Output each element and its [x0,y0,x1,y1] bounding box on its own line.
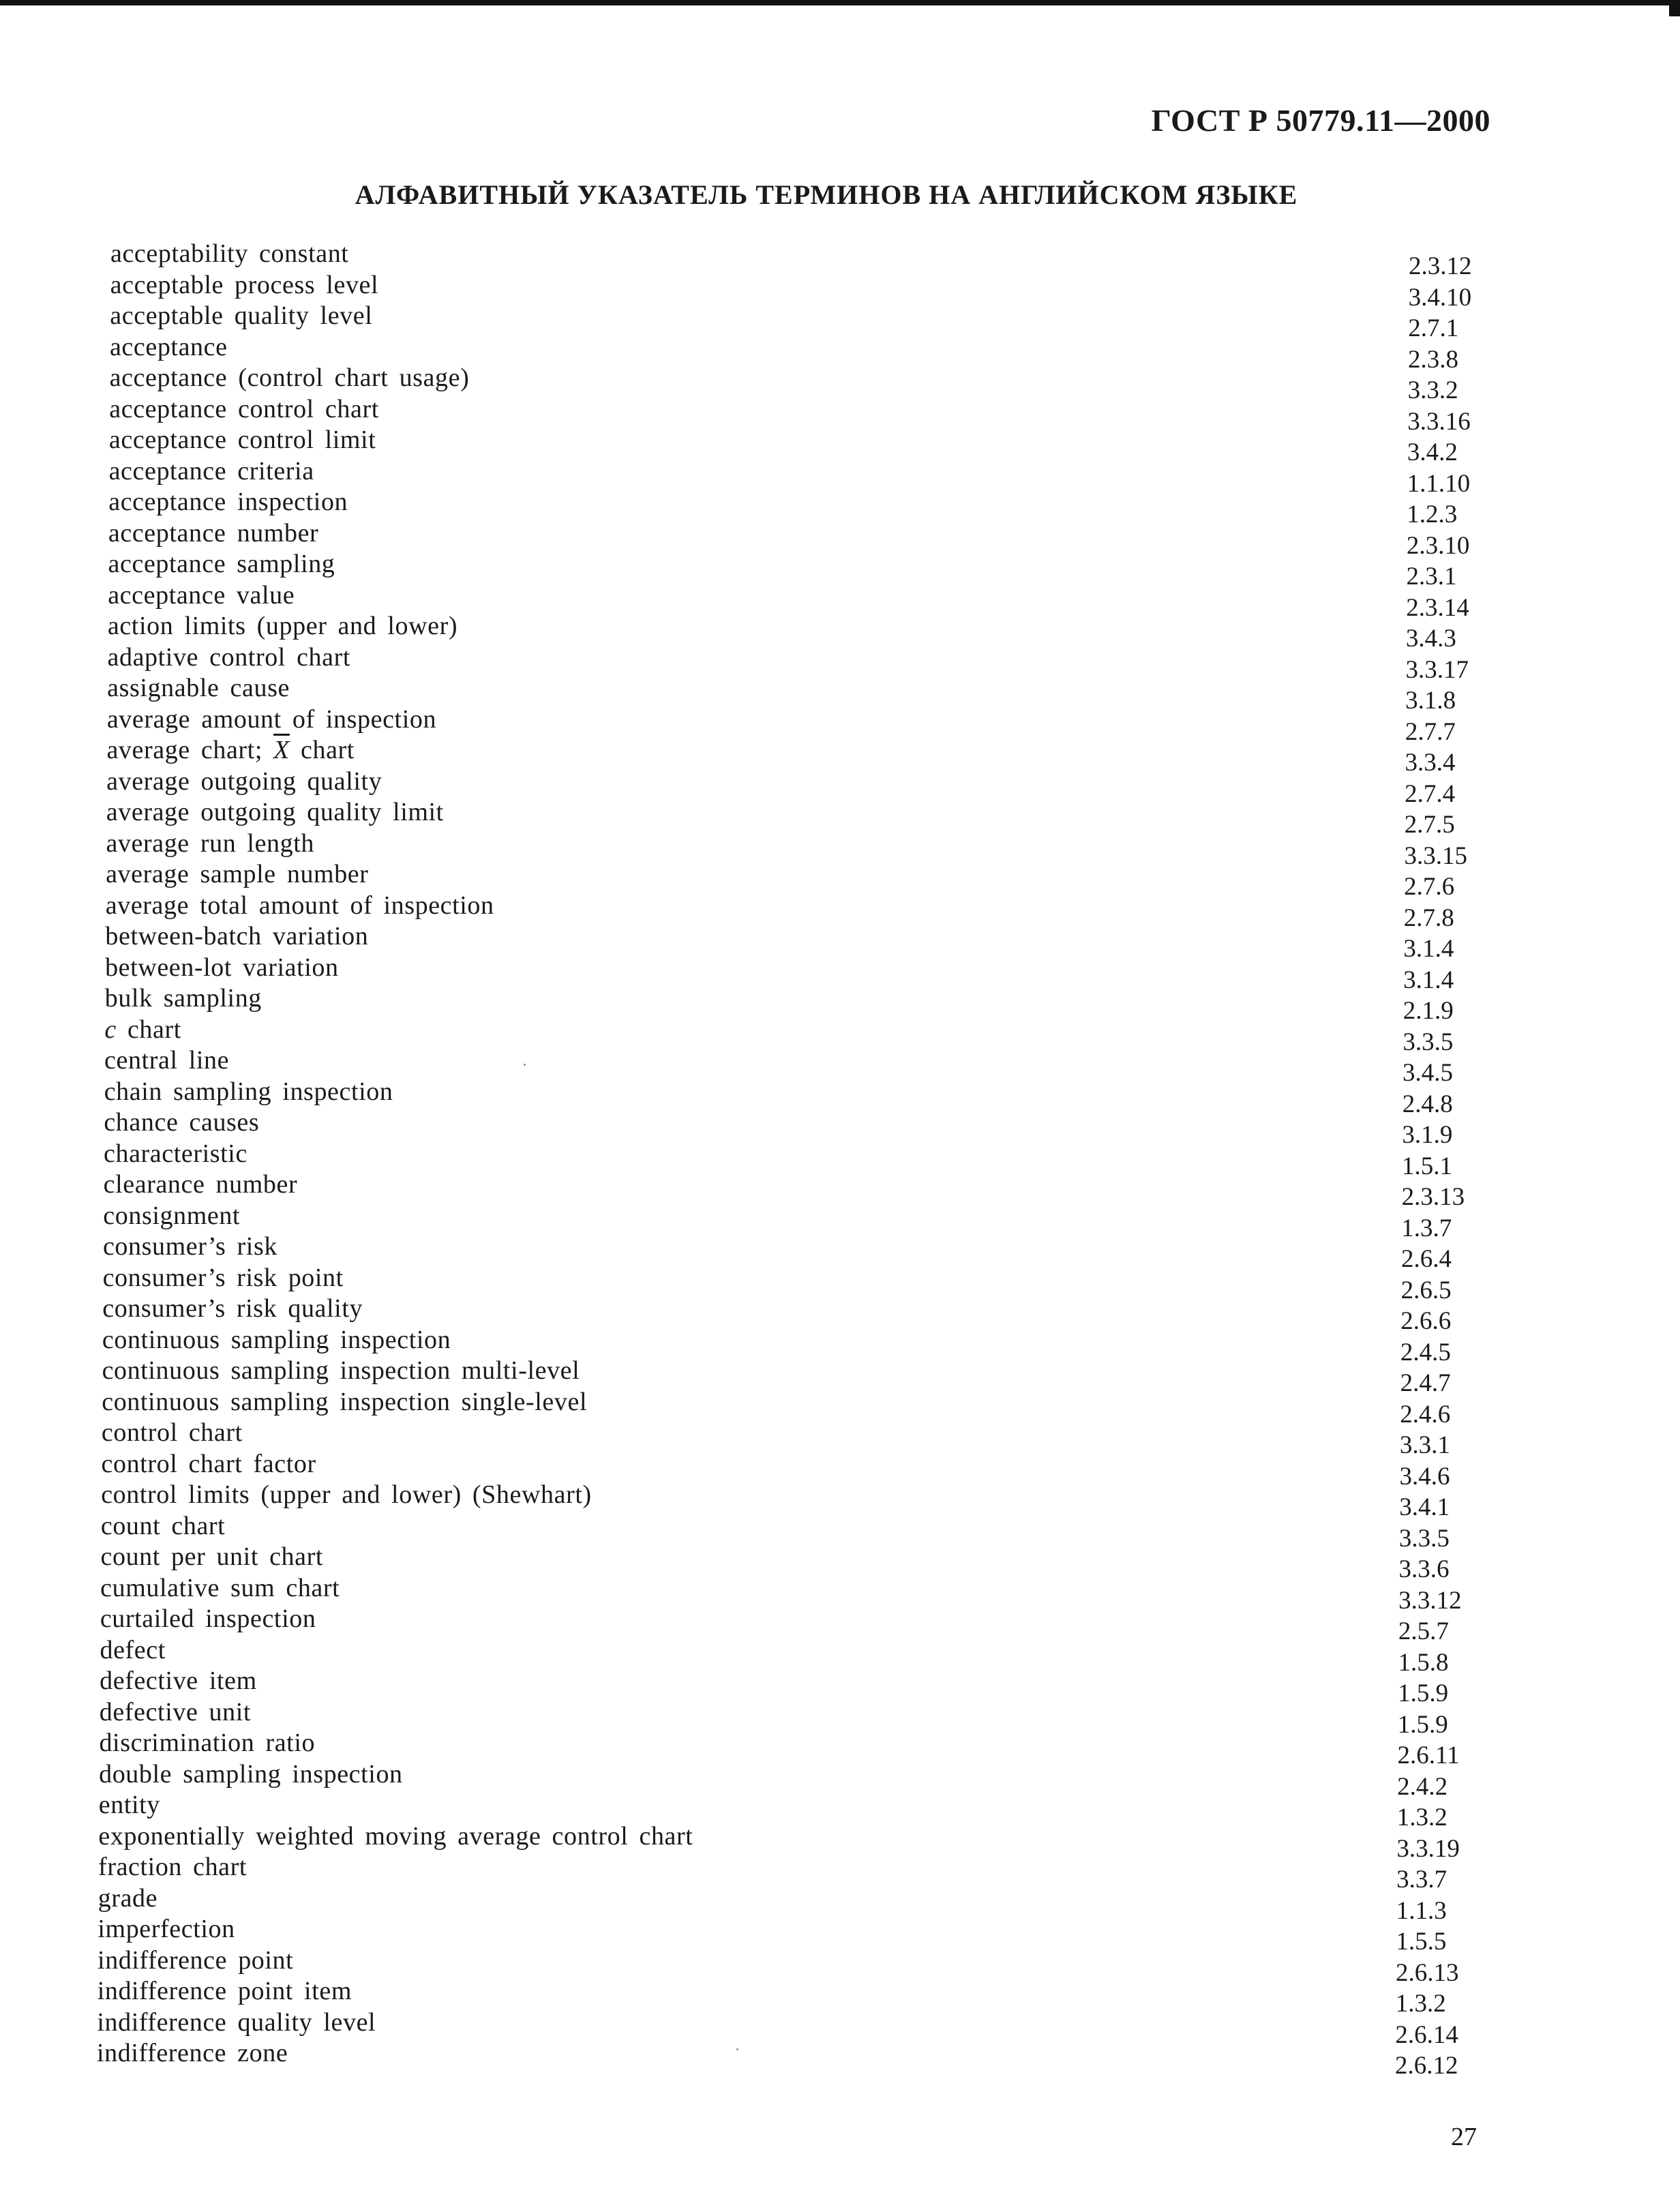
index-reference: 3.4.5 [1402,1059,1454,1087]
index-entry [0,1201,1680,1242]
index-entry [0,1604,1680,1645]
index-entry [0,766,1680,808]
index-reference: 2.6.13 [1396,1958,1459,1987]
index-reference: 2.7.1 [1408,314,1459,342]
index-entry [0,1169,1680,1211]
index-term: average chart; $\overline{X}$ chart [106,736,355,764]
index-term: indifference zone [97,2039,288,2067]
index-term: bulk sampling [104,984,262,1013]
index-reference: 2.3.12 [1409,252,1472,280]
index-term: average outgoing quality [106,766,382,796]
index-reference: 3.3.1 [1399,1431,1450,1459]
index-reference: 1.1.3 [1396,1896,1447,1925]
index-term: defect [100,1635,166,1664]
index-term: adaptive control chart [107,642,351,672]
index-term: acceptance (control chart usage) [109,363,470,392]
index-reference: 2.4.6 [1400,1400,1451,1428]
index-term: acceptance number [108,518,319,548]
index-term: c chart [104,1015,181,1044]
index-entry [0,1790,1680,1831]
index-term: count per unit chart [100,1542,324,1571]
index-reference: 3.1.9 [1402,1121,1453,1149]
index-reference: 2.3.10 [1406,531,1470,560]
index-term: chain sampling inspection [104,1077,393,1106]
index-entry [0,797,1680,839]
index-entry [0,2007,1680,2049]
index-entry [0,518,1680,560]
index-reference: 1.5.8 [1398,1648,1449,1677]
index-reference: 2.7.4 [1405,779,1456,808]
index-reference: 3.4.10 [1408,283,1472,312]
index-entry [0,1107,1680,1149]
index-entry [0,859,1680,901]
index-term: average sample number [106,860,369,888]
index-entry [0,1945,1680,1987]
index-entry [0,953,1680,994]
index-term: cumulative sum chart [100,1573,340,1602]
index-entry [0,642,1680,684]
index-reference: 3.3.6 [1398,1555,1450,1583]
index-term: entity [98,1791,160,1819]
index-reference: 3.3.16 [1407,407,1471,436]
index-entry [0,611,1680,653]
scan-speck [524,1064,526,1066]
index-term: between-batch variation [105,922,369,951]
index-entry [0,1387,1680,1428]
index-entry [0,270,1680,312]
index-reference: 2.4.8 [1402,1090,1453,1118]
index-term: acceptance criteria [108,456,314,485]
index-reference: 2.3.8 [1407,345,1458,374]
index-reference: 2.4.5 [1400,1338,1451,1366]
index-reference: 2.3.14 [1406,593,1469,622]
index-entry [0,735,1680,777]
index-term: continuous sampling inspection single-level [102,1387,588,1416]
index-reference: 2.7.5 [1404,811,1455,839]
index-entry [0,394,1680,436]
index-term: exponentially weighted moving average control chart [98,1821,693,1851]
index-entry [0,1728,1680,1769]
index-reference: 3.1.4 [1403,966,1454,994]
index-entry [0,1015,1680,1056]
index-term: central line [104,1046,230,1075]
index-reference: 2.7.7 [1405,717,1456,746]
index-term: defective unit [99,1697,252,1726]
index-entry [0,1418,1680,1459]
index-term: average amount of inspection [106,704,437,734]
index-reference: 2.6.4 [1400,1245,1452,1273]
index-term: indifference point [97,1945,294,1975]
index-term: average total amount of inspection [105,891,494,920]
index-term: fraction chart [98,1853,247,1881]
index-term: continuous sampling inspection multi-level [102,1356,580,1385]
index-reference: 3.4.3 [1405,625,1456,653]
index-reference: 2.6.12 [1395,2052,1458,2080]
index-reference: 2.6.11 [1397,1741,1460,1769]
index-entry [0,1231,1680,1273]
scan-edge-corner [1669,0,1680,16]
index-term: imperfection [97,1915,235,1943]
index-reference: 2.6.6 [1400,1307,1452,1335]
index-entry [0,2038,1680,2080]
index-entry [0,1759,1680,1801]
index-term: assignable cause [107,674,290,702]
index-term: control chart [101,1418,243,1447]
index-reference: 2.5.7 [1398,1617,1449,1645]
index-term: between-lot variation [105,953,339,982]
index-term: consumer’s risk quality [102,1294,363,1323]
index-term: acceptance inspection [108,488,348,516]
index-entry [0,1511,1680,1553]
index-term: consumer’s risk [102,1232,278,1261]
index-entry [0,1852,1680,1894]
index-term: control chart factor [101,1449,316,1478]
index-reference: 3.1.8 [1405,687,1456,715]
index-reference: 3.1.4 [1403,935,1454,963]
index-reference: 3.4.2 [1407,438,1458,466]
index-entry [0,580,1680,622]
index-reference: 1.3.7 [1401,1214,1452,1242]
index-reference: 3.3.7 [1396,1866,1448,1894]
index-entry [0,1635,1680,1677]
scan-edge [0,0,1680,5]
index-entry [0,301,1680,342]
index-term: indifference quality level [97,2007,376,2037]
index-term: acceptable quality level [110,301,373,330]
index-reference: 1.3.2 [1396,1804,1448,1831]
index-term: acceptance [109,332,228,361]
index-entry [0,891,1680,932]
index-reference: 1.5.9 [1398,1679,1449,1707]
index-entry [0,549,1680,590]
index-reference: 2.7.8 [1403,903,1454,932]
index-entry [0,704,1680,746]
index-reference: 2.3.1 [1406,563,1457,590]
index-entry [0,673,1680,715]
index-reference: 2.7.6 [1404,873,1455,901]
index-term: acceptance control chart [109,394,379,423]
index-entry [0,1325,1680,1366]
index-term: acceptability constant [110,239,349,268]
index-entry [0,1573,1680,1615]
index-entry [0,1914,1680,1956]
index-reference: 2.1.9 [1402,997,1454,1025]
index-reference: 1.5.5 [1396,1928,1447,1956]
index-term: curtailed inspection [100,1604,316,1633]
index-term: clearance number [103,1170,298,1199]
index-term: indifference point item [97,1977,352,2005]
index-reference: 1.5.1 [1402,1152,1452,1180]
index-reference: 3.4.6 [1399,1462,1450,1491]
index-reference: 2.4.2 [1397,1772,1448,1801]
scan-speck [736,2048,738,2050]
index-entry [0,456,1680,498]
index-term: chance causes [104,1108,260,1137]
index-reference: 3.3.12 [1398,1586,1462,1615]
index-entry [0,239,1680,280]
index-entry [0,921,1680,963]
index-entry [0,332,1680,374]
index-reference: 3.3.15 [1404,841,1467,870]
index-term: acceptance sampling [108,550,335,578]
index-entry [0,1976,1680,2018]
index-entry [0,1821,1680,1863]
index-entry [0,1356,1680,1397]
index-entry [0,1480,1680,1521]
term-index-list [0,239,1680,2080]
page-number: 27 [1451,2123,1477,2151]
index-term: acceptance control limit [108,425,376,454]
index-reference: 1.1.10 [1407,469,1471,498]
index-reference: 1.3.2 [1395,1990,1446,2018]
index-reference: 3.3.2 [1407,376,1458,404]
index-reference: 2.3.13 [1401,1183,1465,1211]
index-entry [0,1263,1680,1304]
index-term: consignment [103,1201,241,1230]
index-term: discrimination ratio [99,1729,316,1757]
index-term: defective item [100,1666,257,1695]
index-reference: 2.4.7 [1400,1369,1451,1397]
index-entry [0,1045,1680,1087]
index-term: count chart [100,1511,226,1540]
index-title [0,179,1680,211]
index-reference: 3.3.17 [1405,655,1469,684]
index-reference: 3.4.1 [1399,1493,1450,1521]
index-term: action limits (upper and lower) [107,612,458,640]
index-entry [0,1293,1680,1335]
index-term: double sampling inspection [99,1759,403,1789]
index-reference: 1.5.9 [1397,1710,1448,1739]
document-code: ГОСТ Р 50779.11—2000 [1151,103,1490,138]
index-reference: 3.3.5 [1402,1028,1454,1056]
index-title-text: АЛФАВИТНЫЙ УКАЗАТЕЛЬ ТЕРМИНОВ НА АНГЛИЙСКОМ ЯЗЫКЕ [355,179,1298,210]
index-term: grade [97,1883,158,1913]
index-entry [0,425,1680,466]
index-entry [0,983,1680,1025]
index-reference: 2.6.14 [1395,2020,1458,2049]
index-entry [0,1697,1680,1739]
index-reference: 3.3.19 [1396,1834,1460,1863]
index-term: average outgoing quality limit [106,798,444,826]
index-term: continuous sampling inspection [102,1325,451,1354]
index-entry [0,1077,1680,1118]
index-term: characteristic [104,1139,247,1168]
index-term: acceptance value [108,580,295,610]
index-entry [0,828,1680,870]
index-term: control limits (upper and lower) (Shewhart) [101,1480,592,1509]
index-reference: 3.3.4 [1405,749,1456,777]
index-entry [0,1449,1680,1491]
index-term: average run length [106,828,314,858]
index-term: acceptable process level [110,270,379,299]
index-reference: 1.2.3 [1407,500,1458,528]
index-reference: 2.6.5 [1400,1276,1452,1304]
index-entry [0,363,1680,404]
index-entry [0,487,1680,528]
index-term: consumer’s risk point [102,1263,344,1292]
index-reference: 3.3.5 [1398,1524,1450,1553]
index-entry [0,1666,1680,1707]
index-entry [0,1883,1680,1925]
index-entry [0,1139,1680,1180]
index-entry [0,1542,1680,1583]
